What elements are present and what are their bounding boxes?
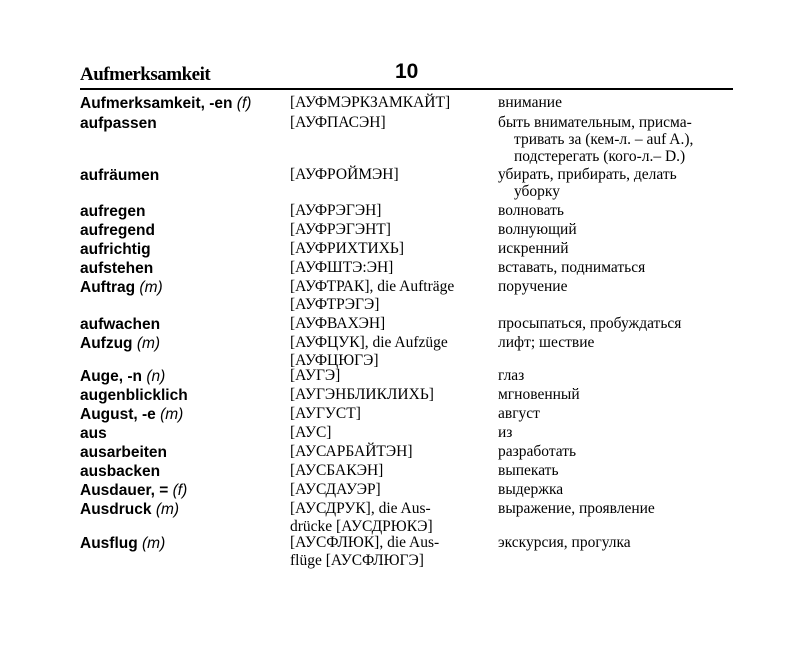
page-number: 10 (395, 60, 419, 83)
meaning-line: август (498, 405, 540, 422)
transcription-line: [АУФВАХЭН] (290, 315, 386, 332)
entry-transcription (290, 481, 495, 499)
meaning-line: поручение (498, 278, 568, 295)
entry-meaning (498, 334, 743, 351)
entry-transcription (290, 405, 495, 423)
entry-meaning (498, 166, 743, 200)
entry-meaning (498, 367, 743, 384)
entry-meaning (498, 424, 743, 441)
entry-transcription (290, 386, 495, 404)
entry-transcription (290, 278, 495, 314)
meaning-line: из (498, 424, 513, 441)
headword-text: aufregen (80, 203, 146, 220)
transcription-line: [АУСФЛЮК], die Aus- (290, 534, 440, 551)
transcription-line: [АУГЭНБЛИКЛИХЬ] (290, 386, 434, 403)
entry-headword (80, 259, 290, 278)
entry-headword (80, 500, 290, 519)
transcription-line: [АУФЦЮГЭ] (290, 352, 379, 369)
meaning-line: волнующий (498, 221, 577, 238)
entry-headword (80, 114, 290, 133)
headword-text: ausbacken (80, 463, 161, 480)
entry-meaning (498, 315, 743, 332)
headword-text: Ausdauer, = (80, 482, 169, 499)
grammatical-gender: (n) (146, 368, 166, 385)
headword-text: August, -e (80, 406, 156, 423)
transcription-line: [АУСАРБАЙТЭН] (290, 443, 413, 460)
entry-transcription (290, 534, 495, 570)
transcription-line: [АУСДАУЭР] (290, 481, 381, 498)
meaning-line: подстерегать (кого-л.– D.) (514, 148, 686, 165)
header-rule (80, 88, 733, 90)
transcription-line: [АУФРОЙМЭН] (290, 166, 399, 183)
entry-meaning (498, 114, 743, 165)
entry-meaning (498, 240, 743, 257)
meaning-line: тривать за (кем-л. – auf A.), (514, 131, 694, 148)
entry-headword (80, 315, 290, 334)
transcription-line: [АУГУСТ] (290, 405, 361, 422)
dictionary-entry (80, 534, 740, 569)
entry-headword (80, 443, 290, 462)
headword-text: Ausdruck (80, 501, 152, 518)
grammatical-gender: (m) (155, 501, 180, 518)
dictionary-entry (80, 386, 740, 405)
dictionary-entry (80, 315, 740, 334)
entry-headword (80, 334, 290, 353)
transcription-line: [АУФРИХТИХЬ] (290, 240, 404, 257)
entry-meaning (498, 94, 743, 111)
dictionary-entry (80, 278, 740, 313)
entry-meaning (498, 500, 743, 517)
meaning-line: лифт; шествие (498, 334, 595, 351)
entry-headword (80, 202, 290, 221)
transcription-line: [АУФПАСЭН] (290, 114, 386, 131)
transcription-line: [АУФТРАК], die Aufträge (290, 278, 455, 295)
headword-text: augenblicklich (80, 387, 188, 404)
entry-headword (80, 534, 290, 553)
dictionary-entry (80, 462, 740, 481)
transcription-line: [АУФРЭГЭН] (290, 202, 382, 219)
transcription-line: [АУСДРУК], die Aus- (290, 500, 431, 517)
headword-text: aufrichtig (80, 241, 151, 258)
transcription-line: [АУФМЭРКЗАМКАЙТ] (290, 94, 451, 111)
meaning-line: быть внимательным, присма- (498, 114, 692, 131)
grammatical-gender: (f) (172, 482, 188, 499)
entry-headword (80, 166, 290, 185)
meaning-line: выпекать (498, 462, 559, 479)
entry-meaning (498, 202, 743, 219)
dictionary-entry (80, 114, 740, 165)
entry-meaning (498, 443, 743, 460)
entry-transcription (290, 114, 495, 132)
transcription-line: [АУФЦУК], die Aufzüge (290, 334, 448, 351)
entry-headword (80, 386, 290, 405)
meaning-line: убирать, прибирать, делать (498, 166, 677, 183)
entry-meaning (498, 259, 743, 276)
dictionary-entry (80, 481, 740, 500)
page-header (80, 60, 732, 88)
transcription-line: [АУФТРЭГЭ] (290, 296, 380, 313)
entry-headword (80, 221, 290, 240)
entry-headword (80, 367, 290, 386)
entry-meaning (498, 221, 743, 238)
entry-meaning (498, 534, 743, 551)
headword-text: Ausflug (80, 535, 138, 552)
entry-transcription (290, 424, 495, 442)
entry-headword (80, 462, 290, 481)
entry-meaning (498, 405, 743, 422)
dictionary-entry (80, 500, 740, 535)
headword-text: aufregend (80, 222, 155, 239)
headword-text: Aufmerksamkeit, -en (80, 95, 233, 112)
entry-headword (80, 424, 290, 443)
grammatical-gender: (m) (139, 279, 163, 296)
meaning-line: просыпаться, пробуждаться (498, 315, 682, 332)
entry-transcription (290, 202, 495, 220)
headword-text: Auftrag (80, 279, 136, 296)
meaning-line: уборку (514, 183, 560, 200)
entry-transcription (290, 240, 495, 258)
dictionary-entry (80, 94, 740, 113)
entry-transcription (290, 443, 495, 461)
transcription-line: [АУГЭ] (290, 367, 341, 384)
dictionary-entry (80, 424, 740, 443)
grammatical-gender: (m) (160, 406, 184, 423)
dictionary-entry (80, 166, 740, 200)
entry-meaning (498, 481, 743, 498)
headword-text: aufstehen (80, 260, 154, 277)
entry-transcription (290, 94, 495, 112)
entry-headword (80, 481, 290, 500)
transcription-line: drücke [АУСДРЮКЭ] (290, 518, 433, 535)
meaning-line: вставать, подниматься (498, 259, 646, 276)
transcription-line: flüge [АУСФЛЮГЭ] (290, 552, 424, 569)
meaning-line: выдержка (498, 481, 564, 498)
dictionary-entry (80, 443, 740, 462)
dictionary-entry (80, 221, 740, 240)
dictionary-entry (80, 240, 740, 259)
headword-text: Auge, -n (80, 368, 142, 385)
meaning-line: экскурсия, прогулка (498, 534, 631, 551)
meaning-line: разработать (498, 443, 577, 460)
entry-transcription (290, 334, 495, 370)
entry-transcription (290, 367, 495, 385)
dictionary-entry (80, 202, 740, 221)
entry-headword (80, 94, 290, 113)
dictionary-entry (80, 367, 740, 386)
transcription-line: [АУФШТЭ:ЭН] (290, 259, 394, 276)
headword-text: aus (80, 425, 107, 442)
dictionary-entry (80, 405, 740, 424)
meaning-line: выражение, проявление (498, 500, 655, 517)
entry-transcription (290, 221, 495, 239)
grammatical-gender: (f) (236, 95, 252, 112)
grammatical-gender: (m) (136, 335, 161, 352)
entry-transcription (290, 315, 495, 333)
entry-meaning (498, 278, 743, 295)
entry-transcription (290, 500, 495, 536)
entry-transcription (290, 462, 495, 480)
grammatical-gender: (m) (142, 535, 166, 552)
headword-text: aufpassen (80, 115, 157, 132)
headword-text: aufräumen (80, 167, 160, 184)
entry-headword (80, 278, 290, 297)
entry-meaning (498, 462, 743, 479)
headword-text: aufwachen (80, 316, 161, 333)
meaning-line: мгновенный (498, 386, 580, 403)
meaning-line: волновать (498, 202, 564, 219)
entry-transcription (290, 166, 495, 184)
meaning-line: внимание (498, 94, 562, 111)
dictionary-entry (80, 259, 740, 278)
dictionary-entry (80, 334, 740, 369)
meaning-line: искренний (498, 240, 569, 257)
transcription-line: [АУФРЭГЭНТ] (290, 221, 391, 238)
headword-text: Aufzug (80, 335, 133, 352)
transcription-line: [АУСБАКЭН] (290, 462, 384, 479)
headword-text: ausarbeiten (80, 444, 168, 461)
meaning-line: глаз (498, 367, 525, 384)
entry-transcription (290, 259, 495, 277)
entry-headword (80, 405, 290, 424)
entry-meaning (498, 386, 743, 403)
running-head: Aufmerksamkeit (80, 64, 211, 85)
transcription-line: [АУС] (290, 424, 332, 441)
entry-headword (80, 240, 290, 259)
